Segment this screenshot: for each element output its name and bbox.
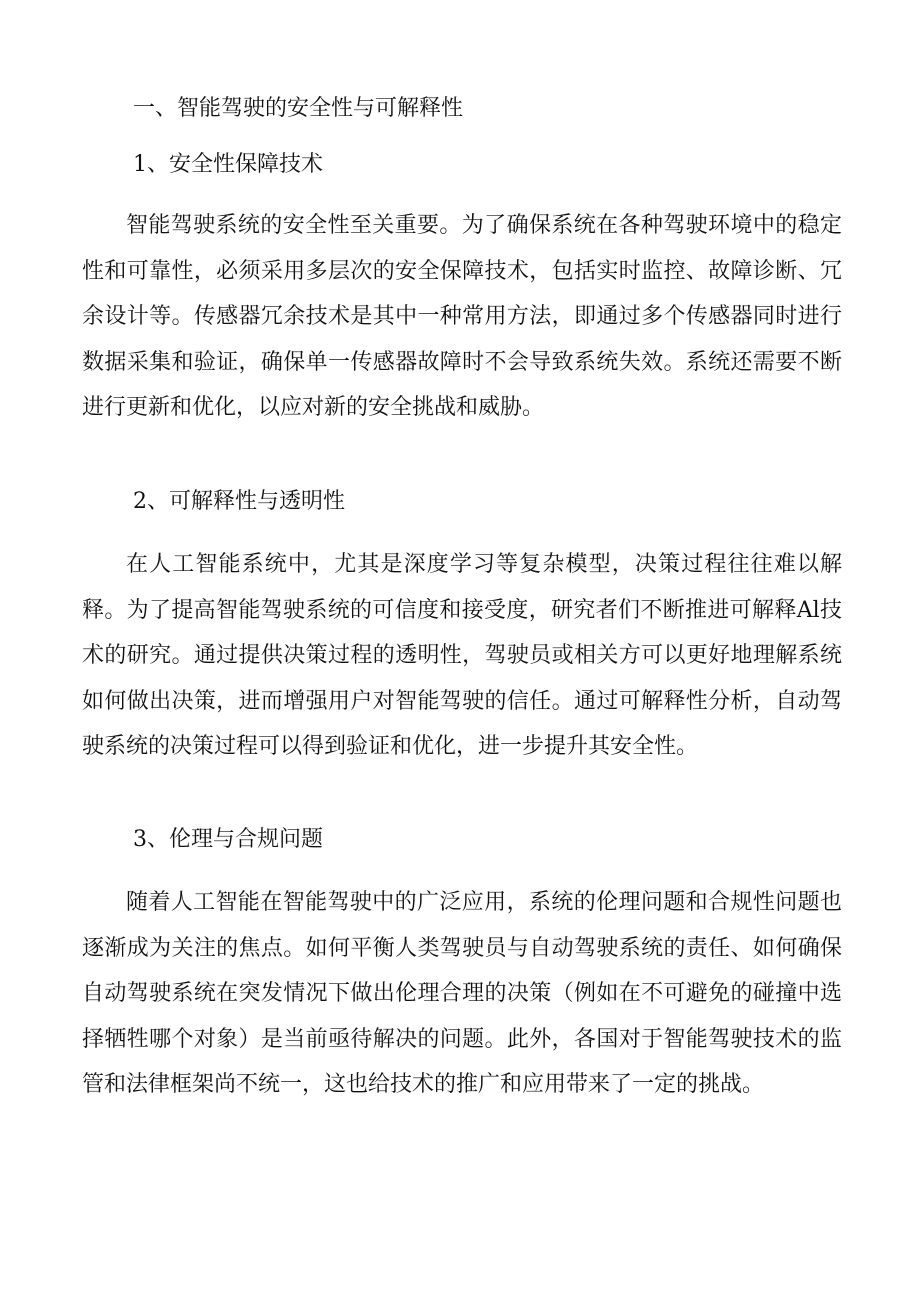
subsection-heading-safety: 1、安全性保障技术	[133, 152, 323, 177]
paragraph-ethics: 随着人工智能在智能驾驶中的广泛应用，系统的伦理问题和合规性问题也逐渐成为关注的焦点。如何平衡人类驾驶员与自动驾驶系统的责任、如何确保自动驾驶系统在突发情况下做出伦理合理的决策（例如在不可避免的碰撞中选择牺牲哪个对象）是当前亟待解决的问题。此外，各国对于智能驾驶技术的监管和法律框架尚不统一，这也给技术的推广和应用带来了一定的挑战。	[82, 890, 842, 1097]
subsection-heading-explainability: 2、可解释性与透明性	[133, 489, 345, 514]
section-title: 一、智能驾驶的安全性与可解释性	[133, 96, 464, 121]
subsection-heading-ethics: 3、伦理与合规问题	[133, 827, 323, 852]
paragraph-explainability: 在人工智能系统中，尤其是深度学习等复杂模型，决策过程往往难以解释。为了提高智能驾驶系统的可信度和接受度，研究者们不断推进可解释Al技术的研究。通过提供决策过程的透明性，驾驶员或相关方可以更好地理解系统如何做出决策，进而增强用户对智能驾驶的信任。通过可解释性分析，自动驾驶系统的决策过程可以得到验证和优化，进一步提升其安全性。	[82, 552, 842, 759]
paragraph-safety: 智能驾驶系统的安全性至关重要。为了确保系统在各种驾驶环境中的稳定性和可靠性，必须采用多层次的安全保障技术，包括实时监控、故障诊断、冗余设计等。传感器冗余技术是其中一种常用方法，即通过多个传感器同时进行数据采集和验证，确保单一传感器故障时不会导致系统失效。系统还需要不断进行更新和优化，以应对新的安全挑战和威胁。	[82, 213, 842, 420]
